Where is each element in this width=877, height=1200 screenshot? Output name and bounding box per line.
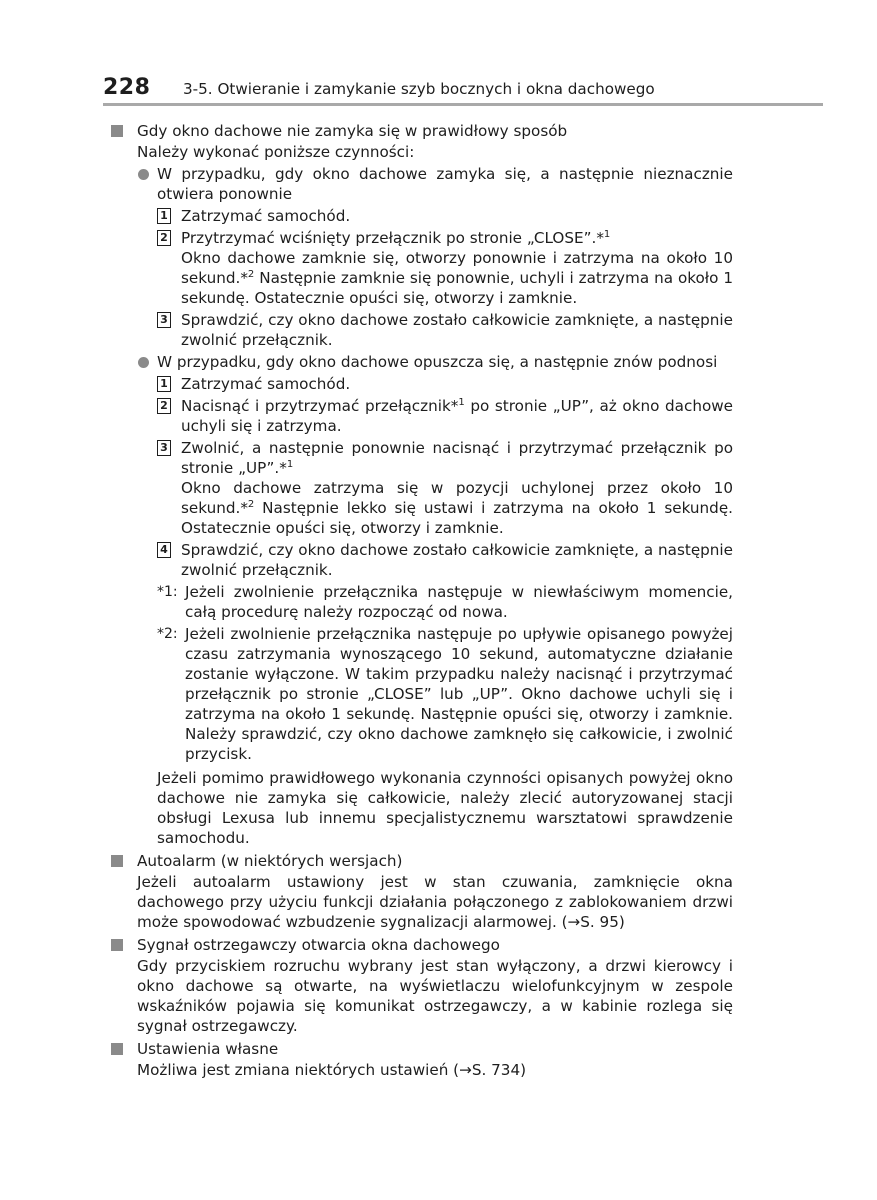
- step-text: Zwolnić, a następnie ponownie nacisnąć i przytrzymać przełącznik po stronie „UP”.: [181, 439, 733, 477]
- step-text: Sprawdzić, czy okno dachowe zostało całkowicie zamknięte, a następnie zwolnić przełącznik.: [181, 541, 733, 579]
- step-number-icon: 2: [157, 230, 171, 246]
- closing-text: Jeżeli pomimo prawidłowego wykonania czynności opisanych powyżej okno dachowe nie zamyka się całkowicie, należy zlecić autoryzowanej stacji obsługi Lexusa lub innemu specjalistycznemu warsztatowi sprawdzenie samochodu.: [157, 769, 733, 847]
- warning-signal-text: Gdy przyciskiem rozruchu wybrany jest stan wyłączony, a drzwi kierowcy i okno dachowe są otwarte, na wyświetlaczu wielofunkcyjnym w zespole wskaźników pojawia się komunikat ostrzegawczy, a w kabinie rozlega się sygnał ostrzegawczy.: [137, 957, 733, 1035]
- step-number-icon: 3: [157, 312, 171, 328]
- step-text-cont: po stronie „UP”, aż okno dachowe uchyli się i zatrzyma.: [181, 397, 733, 435]
- case-2-step-1: [157, 374, 733, 394]
- circle-bullet-icon: [138, 357, 149, 368]
- case-2: [137, 352, 733, 372]
- footnote-ref-1: 1: [603, 228, 611, 240]
- square-bullet-icon: [111, 855, 123, 867]
- case-1-step-2: [157, 228, 733, 308]
- footnote-ref-2: 2: [247, 268, 255, 280]
- step-text-cont: Okno dachowe zatrzyma się w pozycji uchylonej przez około 10 sekund.: [181, 479, 733, 517]
- section-title: Autoalarm (w niektórych wersjach): [137, 852, 403, 870]
- footnote-marker: *: [240, 499, 248, 517]
- case-1-step-3: [157, 310, 733, 350]
- section-heading-sunroof-close: [111, 120, 733, 142]
- footnote-ref-1: 1: [458, 396, 465, 408]
- step-number-icon: 3: [157, 440, 171, 456]
- step-text: Przytrzymać wciśnięty przełącznik po stronie „CLOSE”.: [181, 229, 597, 247]
- case-2-text: W przypadku, gdy okno dachowe opuszcza się, a następnie znów podnosi: [157, 353, 718, 371]
- custom-settings-text: Możliwa jest zmiana niektórych ustawień (→S. 734): [137, 1061, 527, 1079]
- step-text: Zatrzymać samochód.: [181, 375, 351, 393]
- footnote-1-mark: *1:: [157, 584, 178, 600]
- footnote-1-text: Jeżeli zwolnienie przełącznika następuje w niewłaściwym momencie, całą procedurę należy rozpocząć od nowa.: [185, 583, 733, 621]
- footnote-marker: *: [450, 397, 459, 415]
- footnote-marker: *: [596, 229, 604, 247]
- case-1-step-1: [157, 206, 733, 226]
- footnote-2-mark: *2:: [157, 626, 178, 642]
- step-text: Sprawdzić, czy okno dachowe zostało całkowicie zamknięte, a następnie zwolnić przełącznik.: [181, 311, 733, 349]
- footnote-marker: *: [240, 269, 248, 287]
- intro-text: Należy wykonać poniższe czynności:: [137, 143, 415, 161]
- step-text-cont: Okno dachowe zamknie się, otworzy ponownie i zatrzyma na około 10 sekund.: [181, 249, 733, 287]
- header-rule: [103, 103, 823, 106]
- section-title: Ustawienia własne: [137, 1040, 279, 1058]
- circle-bullet-icon: [138, 169, 149, 180]
- case-1: [137, 164, 733, 204]
- step-number-icon: 1: [157, 376, 171, 392]
- page-header: [103, 74, 823, 104]
- section-heading-autoalarm: [111, 850, 733, 872]
- page-number: 228: [103, 75, 151, 100]
- section-title: Gdy okno dachowe nie zamyka się w prawidłowy sposób: [137, 122, 568, 140]
- footnote-2: [157, 624, 733, 764]
- step-number-icon: 4: [157, 542, 171, 558]
- step-text-cont: Następnie lekko się ustawi i zatrzyma na około 1 sekundę. Ostatecznie opuści się, otworzy i zamknie.: [181, 499, 733, 537]
- step-text-cont: Następnie zamknie się ponownie, uchyli i zatrzyma na około 1 sekundę. Ostatecznie opuści się, otworzy i zamknie.: [181, 269, 733, 307]
- square-bullet-icon: [111, 1043, 123, 1055]
- step-text: Nacisnąć i przytrzymać przełącznik: [181, 397, 451, 415]
- case-1-text: W przypadku, gdy okno dachowe zamyka się, a następnie nieznacznie otwiera ponownie: [157, 165, 733, 203]
- section-heading-warning-signal: [111, 934, 733, 956]
- footnote-1: [157, 582, 733, 622]
- step-number-icon: 1: [157, 208, 171, 224]
- case-2-step-3: [157, 438, 733, 538]
- section-heading-custom-settings: [111, 1038, 733, 1060]
- case-2-step-4: [157, 540, 733, 580]
- footnote-ref-2: 2: [247, 498, 255, 510]
- section-title: Sygnał ostrzegawczy otwarcia okna dachowego: [137, 936, 500, 954]
- chapter-title: 3-5. Otwieranie i zamykanie szyb bocznych i okna dachowego: [183, 80, 655, 98]
- footnote-marker: *: [279, 459, 287, 477]
- autoalarm-text: Jeżeli autoalarm ustawiony jest w stan czuwania, zamknięcie okna dachowego przy użyciu funkcji działania połączonego z zablokowaniem drzwi może spowodować wzbudzenie sygnalizacji alarmowej. (→S. 95): [137, 873, 733, 931]
- square-bullet-icon: [111, 939, 123, 951]
- page-content: [111, 118, 733, 1080]
- step-text: Zatrzymać samochód.: [181, 207, 351, 225]
- step-number-icon: 2: [157, 398, 171, 414]
- footnote-ref-1: 1: [286, 458, 294, 470]
- case-2-step-2: [157, 396, 733, 436]
- square-bullet-icon: [111, 125, 123, 137]
- footnote-2-text: Jeżeli zwolnienie przełącznika następuje po upływie opisanego powyżej czasu zatrzymania wynoszącego 10 sekund, automatyczne działanie zostanie wyłączone. W takim przypadku należy nacisnąć i przytrzymać przełącznik po stronie „CLOSE” lub „UP”. Okno dachowe uchyli się i zatrzyma na około 1 sekundę. Następnie opuści się, otworzy i zamknie. Należy sprawdzić, czy okno dachowe zamknęło się całkowicie, i zwolnić przycisk.: [185, 625, 733, 763]
